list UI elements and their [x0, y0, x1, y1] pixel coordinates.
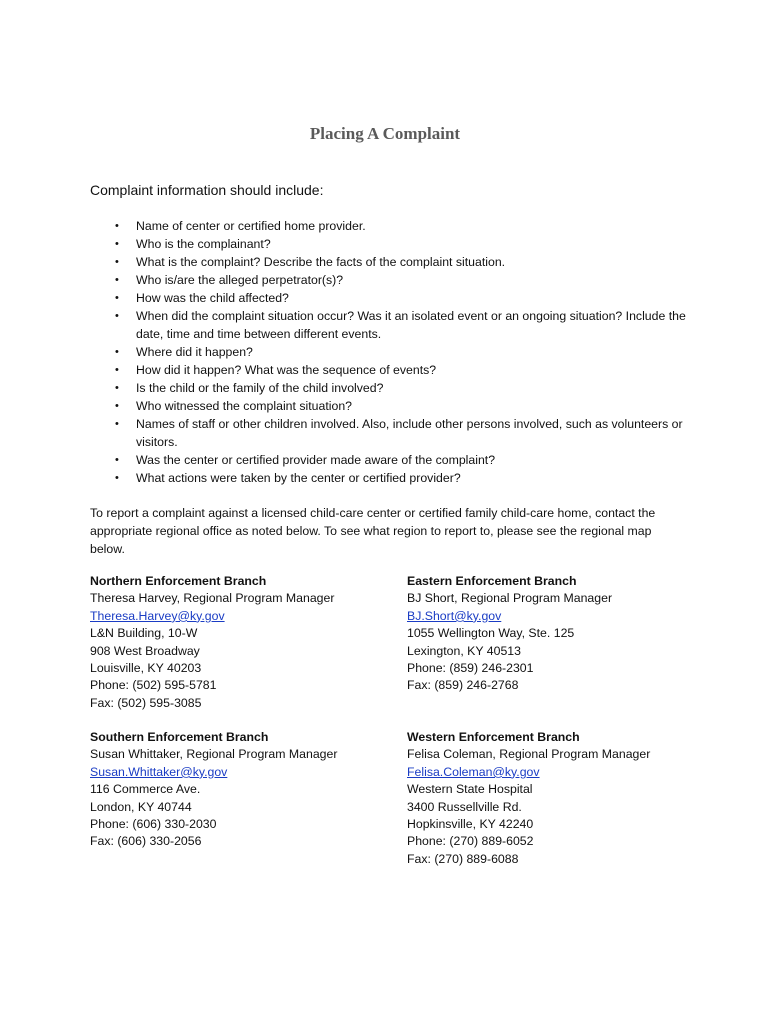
- southern-branch-contact: [90, 729, 337, 851]
- bullet-icon: •: [115, 382, 119, 394]
- email-link[interactable]: Felisa.Coleman@ky.gov: [407, 764, 540, 779]
- list-item: • Name of center or certified home provider.: [115, 219, 366, 233]
- bullet-icon: •: [115, 274, 119, 286]
- page-title: Placing A Complaint: [309, 124, 461, 143]
- bullet-icon: •: [115, 238, 119, 250]
- email-link[interactable]: BJ.Short@ky.gov: [407, 608, 502, 623]
- list-item: • Was the center or certified provider made aware of the complaint?: [115, 453, 496, 467]
- northern-branch-contact: [90, 573, 334, 712]
- address-line: London, KY 40744: [90, 799, 192, 814]
- manager-name: Felisa Coleman, Regional Program Manager: [407, 747, 651, 762]
- manager-name: BJ Short, Regional Program Manager: [407, 591, 613, 606]
- address-line: Lexington, KY 40513: [407, 643, 521, 658]
- email-link[interactable]: Susan.Whittaker@ky.gov: [90, 764, 228, 779]
- list-item: • Who is the complainant?: [115, 237, 271, 251]
- complaint-info-list: [90, 217, 690, 487]
- list-item: • Who witnessed the complaint situation?: [115, 399, 352, 413]
- phone-number: Phone: (502) 595-5781: [90, 678, 217, 693]
- bullet-icon: •: [115, 454, 119, 466]
- manager-name: Theresa Harvey, Regional Program Manager: [90, 591, 335, 606]
- fax-number: Fax: (502) 595-3085: [90, 695, 202, 710]
- address-line: 908 West Broadway: [90, 643, 200, 658]
- address-line: Hopkinsville, KY 42240: [407, 817, 534, 832]
- bullet-icon: •: [115, 472, 119, 484]
- bullet-icon: •: [115, 256, 119, 268]
- fax-number: Fax: (859) 246-2768: [407, 678, 519, 693]
- phone-number: Phone: (859) 246-2301: [407, 661, 534, 676]
- list-item: • What actions were taken by the center or certified provider?: [115, 471, 461, 485]
- bullet-icon: •: [115, 310, 119, 322]
- fax-number: Fax: (606) 330-2056: [90, 834, 202, 849]
- bullet-icon: •: [115, 364, 119, 376]
- list-item: • When did the complaint situation occur? Was it an isolated event or an ongoing situation? Include the date, time and time between different events.: [115, 309, 686, 341]
- intro-text: Complaint information should include:: [90, 182, 324, 198]
- address-line: L&N Building, 10-W: [90, 626, 198, 641]
- bullet-icon: •: [115, 220, 119, 232]
- western-branch-contact: [407, 729, 650, 868]
- eastern-branch-contact: [407, 573, 612, 695]
- branch-name: Northern Enforcement Branch: [90, 574, 267, 588]
- address-line: 116 Commerce Ave.: [90, 782, 201, 797]
- list-item: • Where did it happen?: [115, 345, 253, 359]
- list-item: • Names of staff or other children involved. Also, include other persons involved, such as volunteers or visitors.: [115, 417, 683, 449]
- branch-name: Southern Enforcement Branch: [90, 730, 269, 744]
- address-line: Western State Hospital: [407, 782, 533, 797]
- branch-name: Eastern Enforcement Branch: [407, 574, 577, 588]
- bullet-icon: •: [115, 346, 119, 358]
- email-link[interactable]: Theresa.Harvey@ky.gov: [90, 608, 225, 623]
- address-line: 1055 Wellington Way, Ste. 125: [407, 626, 575, 641]
- phone-number: Phone: (270) 889-6052: [407, 834, 534, 849]
- list-item: • Who is/are the alleged perpetrator(s)?: [115, 273, 344, 287]
- list-item: • How did it happen? What was the sequence of events?: [115, 363, 437, 377]
- address-line: 3400 Russellville Rd.: [407, 799, 522, 814]
- phone-number: Phone: (606) 330-2030: [90, 817, 217, 832]
- bullet-icon: •: [115, 418, 119, 430]
- branch-name: Western Enforcement Branch: [407, 730, 580, 744]
- fax-number: Fax: (270) 889-6088: [407, 851, 519, 866]
- list-item: • What is the complaint? Describe the facts of the complaint situation.: [115, 255, 506, 269]
- list-item: • Is the child or the family of the child involved?: [115, 381, 384, 395]
- list-item: • How was the child affected?: [115, 291, 289, 305]
- report-instructions: To report a complaint against a licensed child-care center or certified family child-care home, contact the appropriate regional office as noted below. To see what region to report to, please see the regional map below.: [90, 506, 656, 556]
- manager-name: Susan Whittaker, Regional Program Manager: [90, 747, 338, 762]
- bullet-icon: •: [115, 292, 119, 304]
- address-line: Louisville, KY 40203: [90, 661, 202, 676]
- bullet-icon: •: [115, 400, 119, 412]
